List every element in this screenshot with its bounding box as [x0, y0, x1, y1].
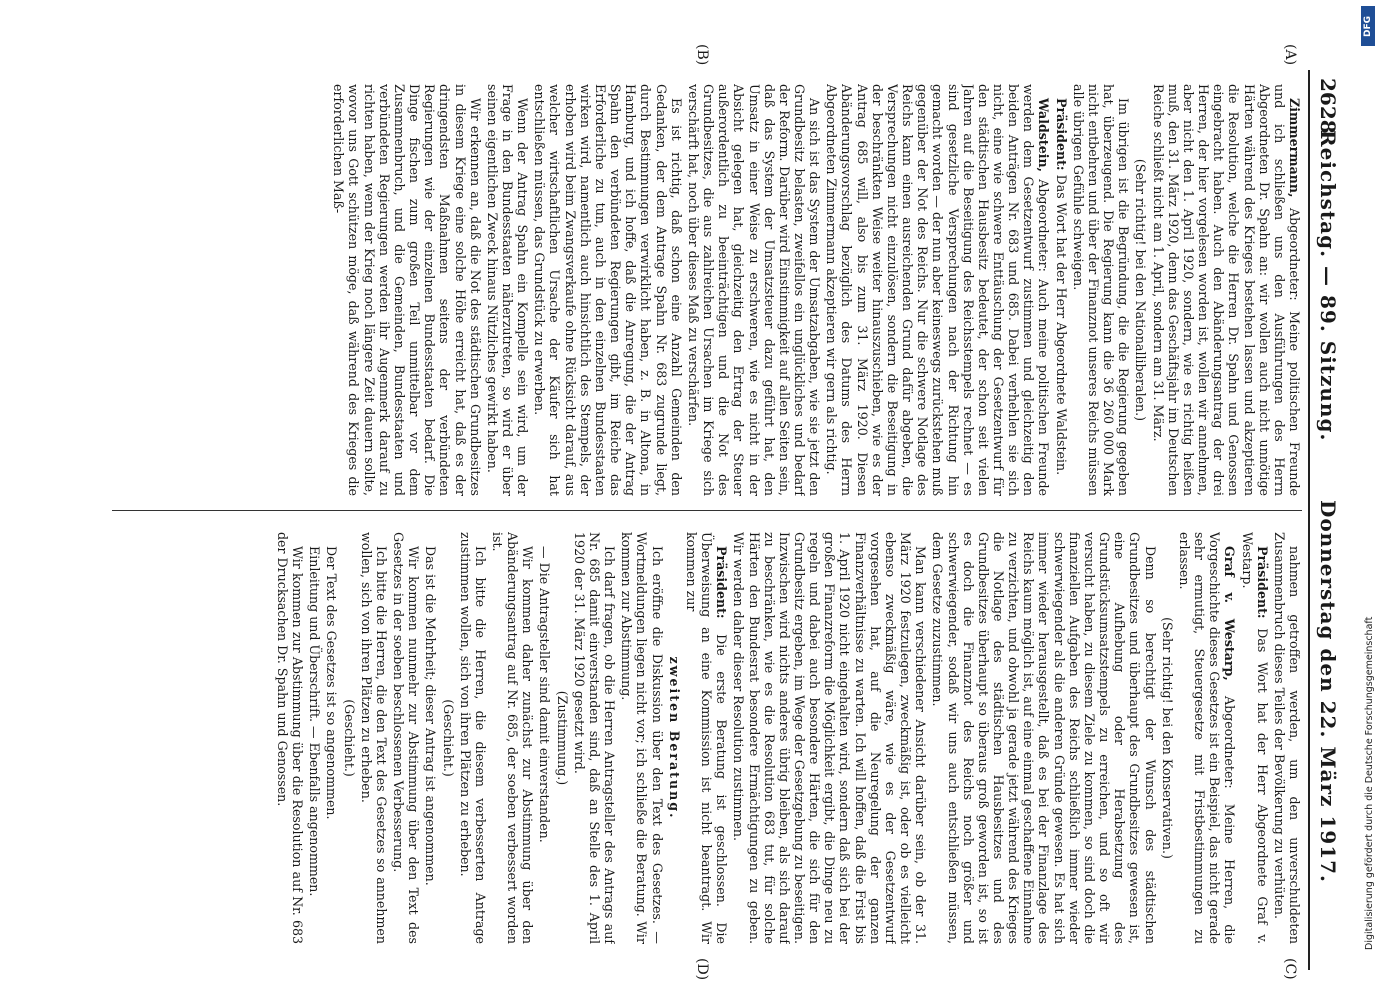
- paragraph: [537, 532, 552, 944]
- left-column: [112, 84, 1302, 496]
- paragraph-text: Wenn der Antrag Spahn ein Kompelle sein wird, um der Frage in den Bundesstaaten näherzutreten, so wird er über seinen eigentlichen Zweck hinaus Nützliches gewirkt haben.: [484, 84, 531, 496]
- paragraph: [1054, 84, 1069, 496]
- interjection: (Zustimmung.): [554, 690, 570, 786]
- speaker-name: Präsident:: [1254, 546, 1270, 619]
- document-page: [80, 44, 1350, 981]
- paragraph-text: Ich eröffne die Diskussion über den Text des Gesetzes. — Wortmeldungen liegen nicht vor; ich schließe die Beratung. Wir kommen zur Abstimmung.: [619, 532, 665, 944]
- interjection: (Geschieht.): [440, 699, 456, 777]
- paragraph-text: Wir kommen daher zunächst zur Abstimmung über den Abänderungsantrag auf Nr. 685, der soeben verbessert worden ist.: [490, 532, 536, 944]
- paragraph: [1071, 84, 1132, 496]
- paragraph: [1177, 532, 1238, 944]
- paragraph: [1272, 532, 1302, 944]
- interjection: (Geschieht.): [341, 699, 357, 777]
- paragraph-text: Wir erkennen an, daß die Not des städtischen Grundbesitzes in diesem Kriege eine solche Höhe erreicht hat, daß es der dringendsten Maßnahmen seitens der verbündeten Regierungen wie der einzelnen Bundesstaaten bedarf. Die Dinge fischen zum großen Teil unmittelbar vor dem Zusammenbruch, und die Gemeinden, Bundesstaaten und verbündeten Regierungen werden ihr Augenmerk darauf zu richten haben, wenn der Krieg noch längere Zeit dauern sollte, wovor uns Gott schützen möge, daß während des Krieges die erforderlichen Maß-: [331, 84, 483, 496]
- paragraph: [572, 532, 617, 944]
- paragraph: [458, 532, 488, 944]
- dfg-logo: DFG: [1361, 6, 1375, 46]
- paragraph: [391, 532, 421, 944]
- paragraph: [824, 84, 1051, 496]
- paragraph: [1150, 84, 1302, 496]
- paragraph-text: Das ist die Mehrheit; dieser Antrag ist angenommen.: [423, 546, 439, 886]
- interjection: (Sehr richtig! bei den Konservativen.): [1159, 617, 1175, 859]
- speaker-name: Zimmermann,: [1287, 98, 1302, 198]
- paragraph: [930, 532, 1157, 944]
- paragraph-text: Einleitung und Überschrift. — Ebenfalls angenommen.: [307, 546, 323, 897]
- paragraph-text: — Die Antragsteller sind damit einverstanden.: [537, 546, 553, 843]
- session-date: Donnerstag den 22. März 1917.: [1316, 500, 1340, 883]
- page-header: [1308, 70, 1350, 970]
- margin-mark-c: (C): [1282, 958, 1298, 980]
- paragraph-text: Man kann verschiedener Ansicht darüber sein, ob der 31. März 1920 festzulegen, zweckmäßig ist, oder ob es vielleicht ebenso zweckmäßig wäre, wie es der Gesetzentwurf vorgesehen hat, auf die Neuregelung der ganzen Finanzverhältnisse zu warten. Ich will hoffen, daß die Frist bis 1. April 1920 nicht eingehalten wird, sondern daß sich bei der großen Finanzreform die Möglichkeit ergibt, die Dinge neu zu regeln und dabei auch besondere Härten, die sich für den Grundbesitz ergeben, im Wege der Gesetzgebung zu beseitigen. Inzwischen wird nichts anderes übrig bleiben, als sich darauf zu beschränken, wie es die Resolution 683 tut, für solche Härten den Bundesrat besondere Ermächtigungen zu geben. Wir werden daher dieser Resolution zustimmen.: [731, 532, 929, 944]
- paragraph-text: An sich ist das System der Umsatzabgaben, wie sie jetzt den Grundbesitz belasten, zweifellos ein unglückliches und bedarf der Reform. Darüber wird Einstimmigkeit auf allen Seiten sein, daß das System der Umsatzsteuer dazu geführt hat, den Umsatz in einer Weise zu erschweren, wie es nicht in der Absicht gelegen hat, gleichzeitig den Ertrag der Steuer außerordentlich zu beeinträchtigen und die Not des Grundbesitzes, die aus zahlreichen Ursachen im Kriege sich verschärft hat, noch über dieses Maß zu verschärfen.: [685, 84, 823, 496]
- paragraph-text: Das Wort hat der Herr Abgeordnete Waldstein.: [1053, 174, 1069, 476]
- paragraph: [731, 532, 928, 944]
- paragraph-text: Wir kommen nunmehr zur Abstimmung über den Text des Gesetzes in der soeben beschlossenen Verbesserung.: [391, 532, 422, 944]
- speaker-name: Präsident:: [1053, 98, 1069, 171]
- funding-note: Digitalisierung gefördert durch die Deutsche Forschungsgemeinschaft: [1364, 616, 1375, 950]
- speaker-name: Waldstein,: [1036, 98, 1052, 173]
- paragraph: [485, 84, 530, 496]
- speaker-name: Graf v. Westarp,: [1222, 546, 1238, 681]
- paragraph-text: Der Text des Gesetzes ist so angenommen.: [324, 546, 340, 820]
- margin-mark-a: (A): [1282, 44, 1298, 66]
- paragraph-text: Das Wort hat der Herr Abgeordnete Graf v. Westarp.: [1239, 532, 1270, 944]
- right-column: [112, 532, 1302, 944]
- session-title: Reichstag. — 89. Sitzung.: [1316, 130, 1340, 442]
- paragraph: [307, 532, 322, 944]
- margin-mark-b: (B): [694, 44, 710, 66]
- paragraph: [331, 84, 483, 496]
- paragraph: [532, 84, 684, 496]
- page-number: 2628: [1316, 78, 1340, 134]
- paragraph: [423, 532, 438, 944]
- paragraph-text: Ich bitte die Herren, die den Text des Gesetzes so annehmen wollen, sich von ihren Plätzen zu erheben.: [358, 532, 389, 944]
- paragraph-text: Ich bitte die Herren, die diesem verbesserten Antrage zustimmen wollen, sich von ihren Plätzen zu erheben.: [457, 532, 488, 944]
- paragraph: [324, 532, 339, 944]
- paragraph-text: Die erste Beratung ist geschlossen. Die Überweisung an eine Kommission ist nicht beantragt. Wir kommen zur: [683, 532, 730, 944]
- paragraph: [619, 532, 664, 944]
- paragraph-text: Im übrigen ist die Begründung, die die Regierung gegeben hat, überzeugend. Die Regierung kann die 36 260 000 Mark nicht entbehren und über der Finanznot unseres Reichs müssen alle übrigen Gefühle schweigen.: [1070, 84, 1132, 496]
- paragraph-text: Wir kommen zur Abstimmung über die Resolution auf Nr. 683 der Drucksachen Dr. Spahn und Genossen.: [275, 532, 306, 944]
- paragraph-text: Ich darf fragen, ob die Herren Antragsteller des Antrags auf Nr. 685 damit einverstanden sind, daß an Stelle des 1. April 1920 der 31. März 1920 gesetzt wird.: [571, 532, 618, 944]
- paragraph: [275, 532, 305, 944]
- column-divider: [112, 510, 1302, 511]
- paragraph-text: Abgeordneter: Meine Herren, die Vorgeschichte dieses Gesetzes ist ein Beispiel, das nicht gerade sehr ermutigt, Steuergesetze mit Fristbestimmungen zu erlassen.: [1176, 532, 1238, 944]
- paragraph: [684, 532, 729, 944]
- interjection: (Sehr richtig! bei den Nationalliberalen.): [1133, 158, 1149, 422]
- paragraph-text: Abgeordneter: Auch meine politischen Freunde werden dem Gesetzentwurf zustimmen und gleichzeitig den beiden Anträgen Nr. 683 und 685. Dabei verhehlen sie sich nicht, eine wie schwere Enttäuschung der Gesetzentwurf für den städtischen Hausbesitz bedeutet, der schon seit vielen Jahren auf die Beseitigung des Reichsstempels rechnet — es sind gesetzliche Versprechungen nach der Richtung hin gemacht worden — der nun aber keineswegs zurückstehen muß gegenüber der Not des Reichs. Nur die schwere Notlage des Reichs kann einen ausreichenden Grund dafür abgeben, die Versprechungen nicht einzulösen, sondern die Beseitigung in der beschränkten Weise weiter hinauszuschieben, wie es der Antrag 685 will, also bis zum 31. März 1920. Diesen Abänderungsvorschlag bezüglich des Datums des Herrn Abgeordneten Zimmermann akzeptieren wir gern als richtig.: [824, 84, 1052, 496]
- paragraph: [686, 84, 822, 496]
- paragraph-text: Abgeordneter: Meine politischen Freunde und ich schließen uns den Ausführungen des Herrn Abgeordneten Dr. Spahn an: wir wollen auch nicht unnötige Härten während des Krieges bestehen lassen und akzeptieren die Resolution, welche die Herren Dr. Spahn und Genossen eingebracht haben. Auch den Abänderungsantrag der drei Herren, der hier vorgelesen worden ist, wollen wir annehmen, aber nicht den 1. April 1920, sondern, wie es richtig heißen muß, den 31. März 1920, denn das Geschäftsjahr im Deutschen Reiche schließt nicht am 1. April, sondern am 31. März.: [1150, 84, 1302, 496]
- paragraph-text: nahmen getroffen werden, um den unverschuldeten Zusammenbruch dieses Teiles der Bevölkerung zu verhüten.: [1271, 532, 1302, 944]
- section-heading: zweiten Beratung.: [666, 656, 682, 820]
- paragraph: [359, 532, 389, 944]
- paragraph: [490, 532, 535, 944]
- paragraph: [1239, 532, 1269, 944]
- paragraph-text: Denn so berechtigt der Wunsch des städtischen Grundbesitzes und überhaupt des Grundbesitzes gewesen ist, eine Aufhebung oder Herabsetzung des Grundstücksumsatzstempels zu erreichen, und so oft wir versucht haben, zu diesem Ziele zu kommen, so sind doch die finanziellen Aufgaben des Reichs schließlich immer wieder schwerwiegender als die anderen Gründe gewesen. Es hat sich immer wieder herausgestellt, daß es bei der Finanzlage des Reichs kaum möglich ist, auf eine einmal geschaffene Einnahme zu verzichten, und obwohl ja gerade jetzt während des Krieges die Notlage des städtischen Hausbesitzes und des Grundbesitzes überhaupt so überaus groß geworden ist, so ist es doch die Finanznot des Reichs noch größer und schwerwiegender, sodaß wir uns auch entschließen müssen, dem Gesetze zuzustimmen.: [930, 532, 1158, 944]
- speaker-name: Präsident:: [714, 546, 730, 619]
- margin-mark-d: (D): [694, 958, 710, 981]
- paragraph-text: Es ist richtig, daß schon eine Anzahl Gemeinden den Gedanken, der dem Antrage Spahn Nr. 683 zugrunde liegt, durch Bestimmungen verwirklicht haben, z. B. in Altona, in Hamburg, und ich hoffe, daß die Anregung, die der Antrag Spahn den verbündeten Regierungen gibt, im Reiche das Erforderliche zu tun, auch in den einzelnen Bundesstaaten wirken wird, namentlich auch hinsichtlich des Stempels, der erhoben wird beim Zwangsverkaufe ohne Rücksicht darauf, aus welcher wirtschaftlichen Ursache der Käufer sich hat entschließen müssen, das Grundstück zu erwerben.: [532, 84, 684, 496]
